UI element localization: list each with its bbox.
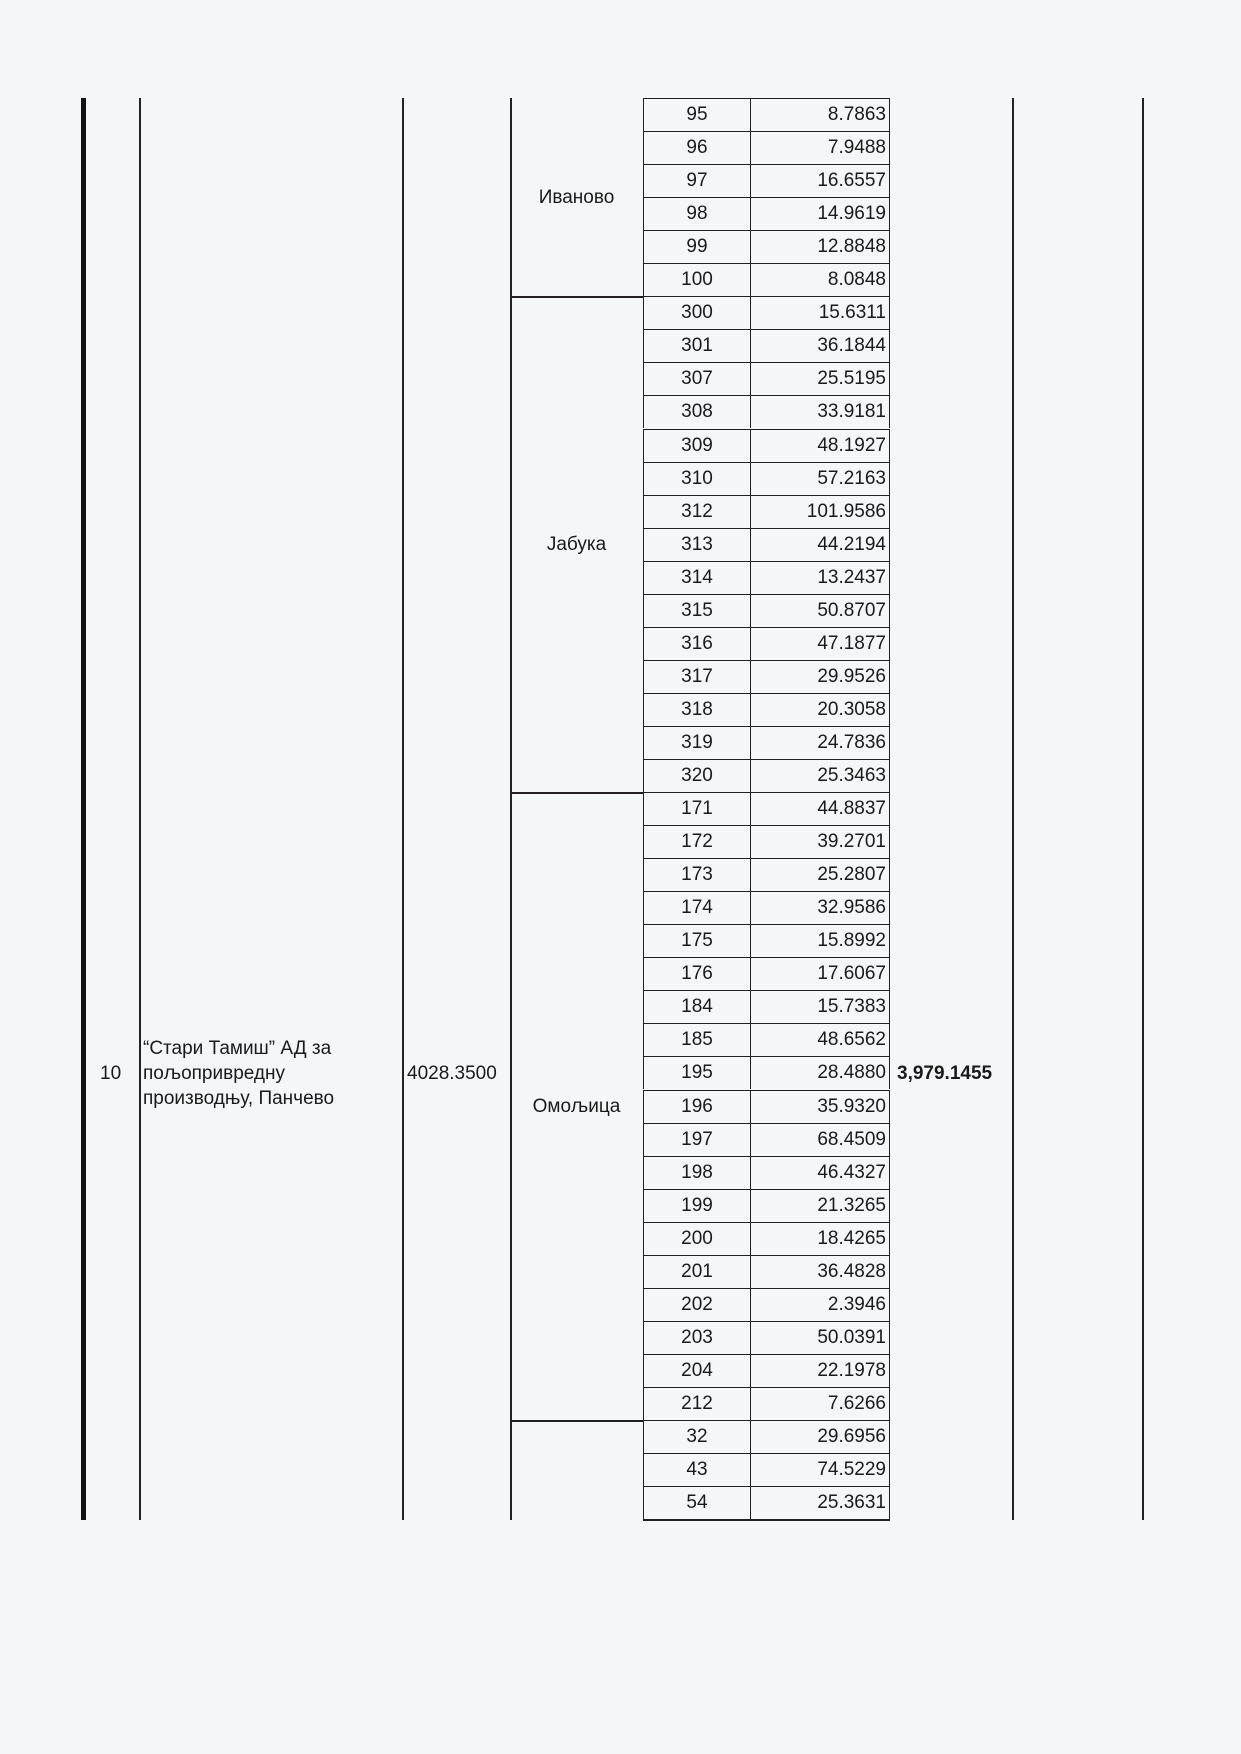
parcel-number: 201 bbox=[643, 1255, 751, 1288]
parcel-number: 313 bbox=[643, 528, 751, 561]
parcel-number: 200 bbox=[643, 1222, 751, 1255]
group-divider bbox=[510, 296, 644, 298]
group-divider bbox=[510, 792, 644, 794]
parcel-area: 36.1844 bbox=[750, 329, 890, 362]
parcel-area: 8.0848 bbox=[750, 263, 890, 296]
parcel-area: 15.6311 bbox=[750, 296, 890, 329]
parcel-area: 50.8707 bbox=[750, 594, 890, 627]
parcel-area: 22.1978 bbox=[750, 1354, 890, 1387]
table-bottom-border bbox=[643, 1519, 890, 1521]
parcel-area: 25.3463 bbox=[750, 759, 890, 792]
column-divider bbox=[510, 98, 512, 1520]
parcel-area: 7.6266 bbox=[750, 1387, 890, 1420]
parcel-number: 96 bbox=[643, 131, 751, 164]
parcel-area: 7.9488 bbox=[750, 131, 890, 164]
parcel-number: 316 bbox=[643, 627, 751, 660]
parcel-area: 32.9586 bbox=[750, 891, 890, 924]
column-divider bbox=[139, 98, 141, 1520]
parcel-number: 174 bbox=[643, 891, 751, 924]
owner-line: производњу, Панчево bbox=[143, 1088, 335, 1109]
parcel-number: 97 bbox=[643, 164, 751, 197]
parcel-number: 98 bbox=[643, 197, 751, 230]
parcel-area: 12.8848 bbox=[750, 230, 890, 263]
parcel-area: 46.4327 bbox=[750, 1156, 890, 1189]
parcel-number: 100 bbox=[643, 263, 751, 296]
parcel-area: 29.9526 bbox=[750, 660, 890, 693]
parcel-area: 28.4880 bbox=[750, 1056, 890, 1089]
cadastral-municipality: Иваново bbox=[538, 187, 615, 209]
parcel-number: 319 bbox=[643, 726, 751, 759]
parcel-area: 68.4509 bbox=[750, 1123, 890, 1156]
cadastral-municipality: Омољица bbox=[532, 1096, 621, 1118]
parcel-number: 175 bbox=[643, 924, 751, 957]
parcel-number: 309 bbox=[643, 429, 751, 462]
owner-name bbox=[143, 1036, 334, 1111]
parcel-area: 15.8992 bbox=[750, 924, 890, 957]
parcel-number: 197 bbox=[643, 1123, 751, 1156]
parcel-number: 172 bbox=[643, 825, 751, 858]
parcel-area: 36.4828 bbox=[750, 1255, 890, 1288]
parcel-number: 320 bbox=[643, 759, 751, 792]
parcel-area: 14.9619 bbox=[750, 197, 890, 230]
parcel-area: 24.7836 bbox=[750, 726, 890, 759]
parcel-area: 44.2194 bbox=[750, 528, 890, 561]
parcel-area: 25.5195 bbox=[750, 362, 890, 395]
parcel-number: 173 bbox=[643, 858, 751, 891]
owner-line: “Стари Тамиш” АД за bbox=[143, 1038, 332, 1059]
parcel-number: 310 bbox=[643, 462, 751, 495]
parcel-number: 198 bbox=[643, 1156, 751, 1189]
parcel-number: 314 bbox=[643, 561, 751, 594]
parcel-number: 202 bbox=[643, 1288, 751, 1321]
parcel-number: 315 bbox=[643, 594, 751, 627]
owner-line: пољопривредну bbox=[143, 1063, 285, 1084]
parcel-area: 44.8837 bbox=[750, 792, 890, 825]
parcel-number: 184 bbox=[643, 990, 751, 1023]
parcel-area: 74.5229 bbox=[750, 1453, 890, 1486]
parcel-area: 48.1927 bbox=[750, 429, 890, 462]
column-divider bbox=[402, 98, 404, 1520]
parcel-number: 308 bbox=[643, 395, 751, 428]
parcel-area: 39.2701 bbox=[750, 825, 890, 858]
record-number: 10 bbox=[100, 1063, 122, 1084]
parcel-number: 195 bbox=[643, 1056, 751, 1089]
parcel-area: 18.4265 bbox=[750, 1222, 890, 1255]
parcel-area: 29.6956 bbox=[750, 1420, 890, 1453]
parcel-number: 43 bbox=[643, 1453, 751, 1486]
parcel-number: 99 bbox=[643, 230, 751, 263]
parcel-area: 101.9586 bbox=[750, 495, 890, 528]
group-divider bbox=[510, 1420, 644, 1422]
parcel-number: 300 bbox=[643, 296, 751, 329]
parcel-number: 212 bbox=[643, 1387, 751, 1420]
parcel-number: 301 bbox=[643, 329, 751, 362]
parcel-number: 176 bbox=[643, 957, 751, 990]
table-border-right bbox=[1142, 98, 1144, 1520]
parcel-area: 17.6067 bbox=[750, 957, 890, 990]
parcel-area: 13.2437 bbox=[750, 561, 890, 594]
parcel-number: 317 bbox=[643, 660, 751, 693]
total-value: 3,979.1455 bbox=[897, 1063, 993, 1084]
area-value: 4028.3500 bbox=[407, 1063, 497, 1084]
parcel-area: 47.1877 bbox=[750, 627, 890, 660]
parcel-number: 307 bbox=[643, 362, 751, 395]
parcel-number: 185 bbox=[643, 1023, 751, 1056]
cadastral-municipality: Јабука bbox=[546, 534, 607, 556]
parcel-number: 196 bbox=[643, 1090, 751, 1123]
parcel-area: 2.3946 bbox=[750, 1288, 890, 1321]
parcel-number: 199 bbox=[643, 1189, 751, 1222]
parcel-area: 33.9181 bbox=[750, 395, 890, 428]
parcel-area: 25.3631 bbox=[750, 1486, 890, 1519]
parcel-area: 25.2807 bbox=[750, 858, 890, 891]
parcel-number: 312 bbox=[643, 495, 751, 528]
parcel-number: 203 bbox=[643, 1321, 751, 1354]
parcel-area: 16.6557 bbox=[750, 164, 890, 197]
parcel-number: 318 bbox=[643, 693, 751, 726]
parcel-area: 15.7383 bbox=[750, 990, 890, 1023]
parcel-number: 204 bbox=[643, 1354, 751, 1387]
parcel-number: 95 bbox=[643, 98, 751, 131]
parcel-area: 8.7863 bbox=[750, 98, 890, 131]
parcel-number: 32 bbox=[643, 1420, 751, 1453]
table-border-left bbox=[81, 98, 86, 1520]
parcel-number: 54 bbox=[643, 1486, 751, 1519]
parcel-area: 48.6562 bbox=[750, 1023, 890, 1056]
parcel-number: 171 bbox=[643, 792, 751, 825]
parcel-area: 57.2163 bbox=[750, 462, 890, 495]
parcel-area: 20.3058 bbox=[750, 693, 890, 726]
parcel-area: 35.9320 bbox=[750, 1090, 890, 1123]
parcel-area: 50.0391 bbox=[750, 1321, 890, 1354]
column-divider bbox=[1012, 98, 1014, 1520]
parcel-area: 21.3265 bbox=[750, 1189, 890, 1222]
